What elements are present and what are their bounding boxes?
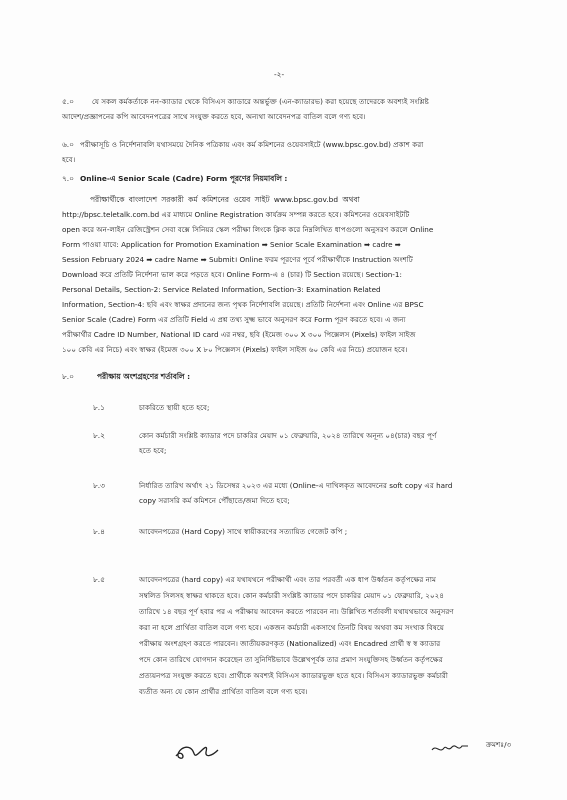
item-8-5-line: পদে কোন তারিখে যোগদান করেছেন তা সুনির্দিষ্টভাবে উল্লেখপূর্বক তার প্রমাণ সংযুক্তিসহ উর্ধ্বতন কর্তৃপক্ষের [139,655,443,664]
signature-left [172,738,222,762]
item-8-1-line: চাকরিতে স্থায়ী হতে হবে; [139,403,210,412]
section-7-line: open করে অন-লাইন রেজিস্ট্রেশন সেবা বক্সে সিনিয়র স্কেল পরীক্ষা লিংকে ক্লিক করে নিম্নলিখিত ধাপগুলো অনুসরণ করলে Online [62,225,434,234]
item-8-5-number: ৮.৫ [93,575,105,584]
section-7-line: পরীক্ষার্থীকে বাংলাদেশ সরকারী কর্ম কমিশনের ওয়েব সাইট www.bpsc.gov.bd অথবা [90,195,360,204]
item-8-5-line: প্রত্যয়নপত্র সংযুক্ত করতে হবে। প্রার্থীকে অবশ্যই বিসিএস ক্যাডারভুক্ত হতে হবে। বিসিএস ক্যাডারভুক্ত কর্মচারী [139,671,448,680]
item-8-5-line: আবেদনপত্রের (hard copy) এর যথাযথনে পরীক্ষার্থী এবং তার পরবর্তী এক ধাপ উর্ধ্বতন কর্তৃপক্ষের নাম [139,575,436,584]
item-8-1-number: ৮.১ [93,403,105,412]
section-8-heading: পরীক্ষায় অংশগ্রহণের শর্তাবলি : [97,372,191,381]
item-8-4-number: ৮.৪ [93,527,105,536]
section-7-line: http://bpsc.teletalk.com.bd এর মাধ্যমে Online Registration কার্যক্রম সম্পন্ন করতে হবে। কমিশনের ওয়েবসাইটটি [62,210,410,219]
section-7-heading: Online-এ Senior Scale (Cadre) Form পূরণের নিয়মাবলি : [80,174,288,183]
item-8-4-line: আবেদনপত্রের (Hard Copy) সাথে স্বায়ীকরণের সত্যায়িত গেজেট কপি ; [139,527,348,536]
section-5-number: ৫.০ [62,97,74,106]
section-7-line: Senior Scale (Cadre) Form এর প্রতিটি Field এ প্রশ্ন তথ্য সুক্ষ্ম ভাবে অনুসরণ করে Form পূরণ করতে হবে। এ জন্য [62,315,406,324]
section-6-number: ৬.০ [62,140,74,149]
item-8-3-number: ৮.৩ [93,481,105,490]
section-7-line: Information, Section-4: ছবি এবং স্বাক্ষর প্রদানের জন্য পৃথক নির্দেশাবলি রয়েছে। প্রতিটি নির্দেশনা এবং Online এর BPSC [62,300,424,309]
section-7-number: ৭.০ [62,174,74,183]
section-8-number: ৮.০ [62,372,74,381]
item-8-3-line: নির্ধারিত তারিখ অর্থাৎ ২১ ডিসেম্বর ২০২৩ এর মধ্যে (Online-এ দাখিলকৃত আবেদনের soft copy এর hard [139,481,453,490]
section-7-line: Session February 2024 ➡ cadre Name ➡ Submit। Online ফরম পূরণের পূর্বে পরীক্ষার্থীকে Instruction অংশটি [62,255,413,264]
section-7-line: ১০০ কেবি এর নিচে) এবং স্বাক্ষর (ইমেজ ৩০০ X ৮০ পিক্সেলস (Pixels) ফাইল সাইজ ৬০ কেবি এর নিচে) প্রয়োজন হবে। [62,345,408,354]
item-8-3-line: copy সরাসরি কর্ম কমিশনে পৌঁছাতে/জমা দিতে হবে; [139,496,290,505]
continued-marker: ক্রমশঃ/৩ [486,740,512,749]
page-number: -২- [274,70,285,79]
item-8-2-line: হতে হবে; [139,446,167,455]
item-8-5-line: করা না হলে প্রার্থিতা বাতিল বলে গণ্য হবে। একজন কর্মচারী একসাথে তিনটি বিষয় অথবা কম সংখ্যক বিষয়ে [139,623,445,632]
signature-right [430,740,470,756]
item-8-2-number: ৮.২ [93,431,105,440]
section-7-line: Form পাওয়া যাবে: Application for Promotion Examination ➡ Senior Scale Examination ➡ cadre ➡ [62,240,401,249]
section-5-line: আদেশ/প্রজ্ঞাপনের কপি আবেদনপত্রের সাথে সংযুক্ত করতে হবে, অন্যথা আবেদনপত্র বাতিল বলে গণ্য হবে। [62,112,366,121]
item-8-5-line: পরীক্ষায় অংশগ্রহণ করতে পারবেন। জাতীয়করণকৃত (Nationalized) এবং Encadred প্রার্থী স্ব স্ব ক্যাডার [139,639,441,648]
section-7-line: Download করে প্রতিটি নির্দেশনা ভাল করে পড়তে হবে। Online Form-এ ৪ (চার) টি Section রয়েছে। Section-1: [62,270,402,279]
item-8-5-line: সম্বলিত সিলসহ স্বাক্ষর থাকতে হবে। কোন কর্মচারী সংশ্লিষ্ট ক্যাডার পদে চাকরির মেয়াদ ০১ ফেব্রুয়ারি, ২০২৪ [139,591,444,600]
section-6-line: পরীক্ষাসূচি ও নির্দেশনাবলি যথাসময়ে দৈনিক পত্রিকায় এবং কর্ম কমিশনের ওয়েবসাইটে (www.bpsc.gov.bd) প্রকাশ করা [80,140,424,149]
item-8-2-line: কোন কর্মচারী সংশ্লিষ্ট ক্যাডার পদে চাকরির মেয়াদ ০১ ফেব্রুয়ারি, ২০২৪ তারিখে অনূন্য ০৪(চার) বছর পূর্ণ [139,431,437,440]
item-8-5-line: ব্যতীত অন্য যে কোন প্রার্থীর প্রার্থিতা বাতিল বলে গণ্য হবে। [139,687,308,696]
section-6-line: হবে। [62,155,76,164]
item-8-5-line: তারিখে ১৪ বছর পূর্ণ হবার পর এ পরীক্ষায় আবেদন করতে পারবেন না। উল্লিখিত শর্তাবলী যথাযথভাবে অনুসরণ [139,607,454,616]
section-5-line: যে সকল কর্মকর্তাকে নন-ক্যাডার থেকে বিসিএস ক্যাডারে অন্তর্ভুক্ত (এন-ক্যাডারভ) করা হয়েছে তাদেরকে অবশ্যই সংশ্লিষ্ট [92,97,429,106]
section-7-line: Personal Details, Section-2: Service Related Information, Section-3: Examination Related [62,285,381,294]
section-7-line: পরীক্ষার্থীর Cadre ID Number, National ID card এর নম্বর, ছবি (ইমেজ ৩০০ X ৩০০ পিক্সেলস (Pixels) ফাইল সাইজ [62,330,416,339]
